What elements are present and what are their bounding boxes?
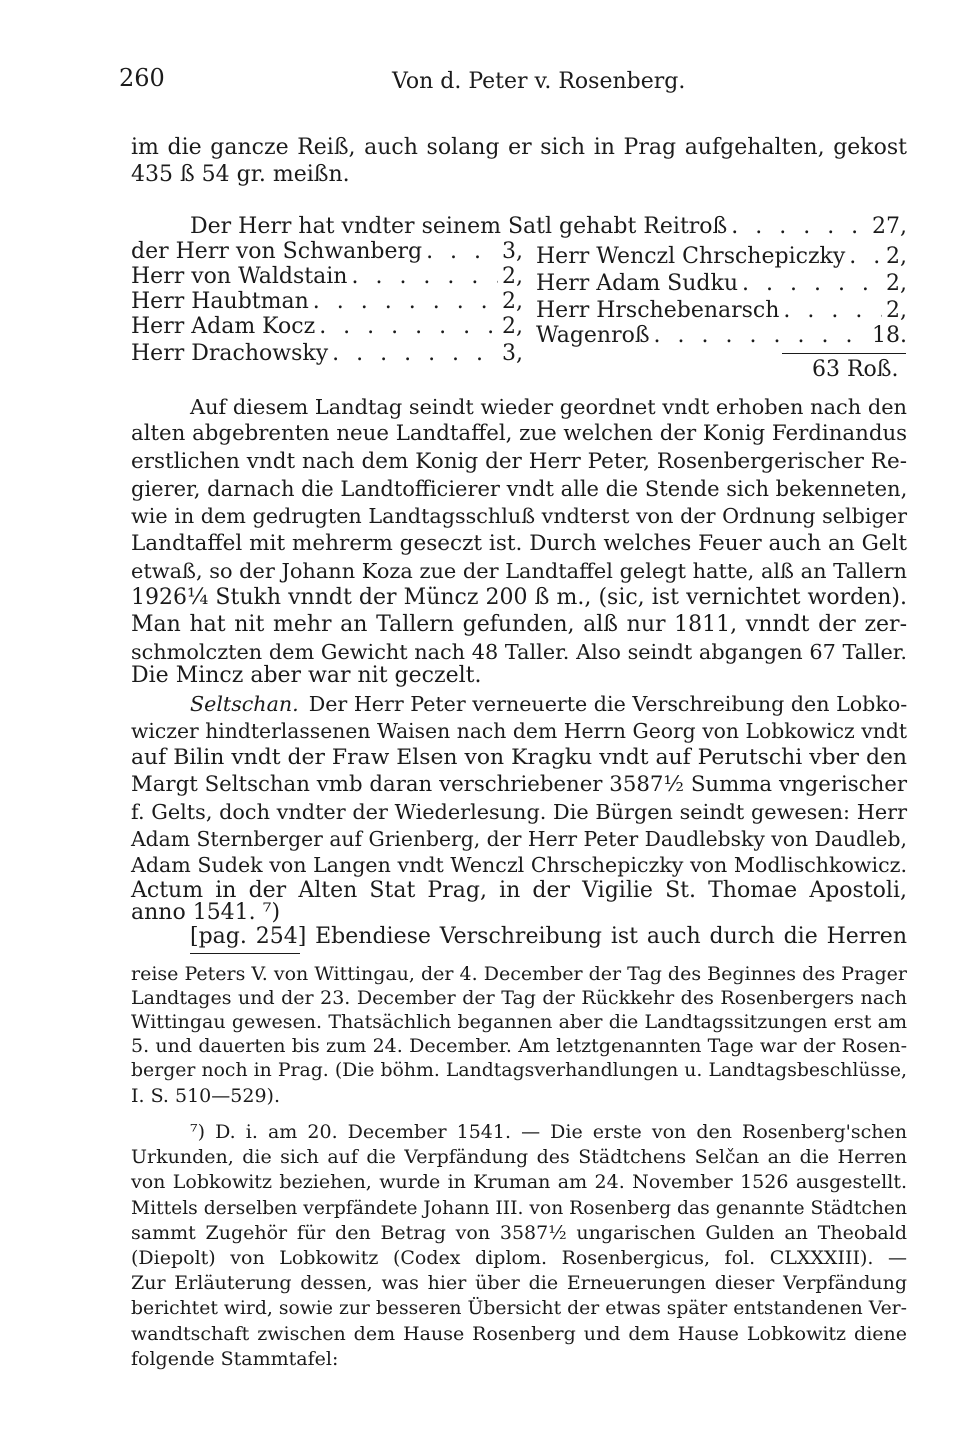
body-line [190,690,907,718]
horses-lead-value: 27, [872,214,907,239]
footnote-line: 5. und dauerten bis zum 24. December. Am letztgenannten Tage war der Rosen- [131,1035,907,1057]
body-line: auf Bilin vndt der Fraw Elsen von Kragku vndt auf Perutschi vber den [131,745,907,770]
leader-dots [426,238,498,266]
body-line: Margt Seltschan vmb daran verschriebener 3587½ Summa vngerischer [131,772,907,797]
footnote-line: Zur Erläuterung dessen, was hier über die Erneuerungen dieser Verpfändung [131,1272,907,1294]
footnote-line: Landtages und der 23. December der Tag der Rückkehr des Rosenbergers nach [131,987,907,1009]
footnote-line: reise Peters V. von Wittingau, der 4. December der Tag des Beginnes des Prager [131,963,907,985]
body-line: Auf diesem Landtag seindt wieder geordnet vndt erhoben nach den [190,395,907,419]
horse-owner: Herr Adam Kocz [131,314,316,339]
body-line: wie in dem gedrugten Landtagsschluß vndterst von der Ordnung selbiger [131,504,907,528]
body-line: 1926¼ Stukh vnndt der Müncz 200 ß m., (sic, ist vernichtet worden). [131,585,907,610]
horse-entry-left [131,263,523,291]
horses-lead-line [190,213,907,241]
leader-dots [332,340,498,368]
horses-total: 63 Roß. [812,357,899,382]
footnote-line: von Lobkowitz beziehen, wurde in Kruman am 24. November 1526 ausgestellt. [131,1171,907,1193]
leader-dots [654,322,868,350]
horse-count: 2, [502,289,523,314]
page-number: 260 [119,64,165,92]
leader-dots [849,243,882,271]
intro-line: im die gancze Reiß, auch solang er sich in Prag aufgehalten, gekost [131,135,907,160]
body-line: etwaß, so der Johann Koza zue der Landtaffel gelegt hatte, alß an Tallern [131,559,907,583]
horse-owner: Wagenroß [536,323,650,348]
horse-owner: Herr Drachowsky [131,341,329,366]
body-line: [pag. 254] Ebendiese Verschreibung ist auch durch die Herren [190,924,907,949]
body-line: Man hat nit mehr an Tallern gefunden, alß nur 1811, vnndt der zer- [131,612,907,637]
body-line: Adam Sudek von Langen vndt Wenczl Chrschepiczky von Modlischkowicz. [131,853,907,877]
horse-owner: Herr Haubtman [131,289,309,314]
body-line: wiczer hindterlassenen Waisen nach dem Herrn Georg von Lobkowicz vndt [131,719,907,743]
horse-entry-left [131,313,523,341]
footnote-line: berger noch in Prag. (Die böhm. Landtagsverhandlungen u. Landtagsbeschlüsse, [131,1060,907,1081]
body-line-text: Der Herr Peter verneuerte die Verschreibung den Lobko- [308,692,908,716]
footnote-line: berichtet wird, sowie zur besseren Übersicht der etwas später entstandenen Ver- [131,1298,907,1319]
leader-dots [319,313,498,341]
horse-entry-right [536,243,907,271]
body-line: anno 1541. ⁷) [131,900,281,925]
horse-entry-right [536,270,907,298]
horse-count: 2, [886,271,907,296]
body-line: erstlichen vndt nach dem Konig der Herr Peter, Rosenbergerischer Re- [131,449,907,474]
footnote-line: (Diepolt) von Lobkowitz (Codex diplom. Rosenbergicus, fol. CLXXXIII). — [131,1247,907,1269]
horse-entry-left [131,288,523,316]
footnote-line: Mittels derselben verpfändete Johann III. von Rosenberg das genannte Städtchen [131,1198,907,1219]
horse-count: 2, [502,264,523,289]
footnote-line: folgende Stammtafel: [131,1348,339,1370]
body-line: Die Mincz aber war nit geczelt. [131,663,482,688]
horse-owner: Herr Hrschebenarsch [536,298,780,323]
horse-owner: der Herr von Schwanberg [131,239,423,264]
horses-lead-label: Der Herr hat vndter seinem Satl gehabt Reitroß [190,214,728,239]
horse-entry-left [131,238,523,266]
body-line: schmolczten dem Gewicht nach 48 Taller. Also seindt abgangen 67 Taller. [131,640,907,664]
horse-count: 3, [502,239,523,264]
horse-owner: Herr Wenczl Chrschepiczky [536,244,846,269]
horse-count: 3, [502,341,523,366]
footnote-line: I. S. 510—529). [131,1085,280,1107]
body-line: Actum in der Alten Stat Prag, in der Vigilie St. Thomae Apostoli, [131,878,907,903]
horse-owner: Herr von Waldstain [131,264,348,289]
body-line: Landtaffel mit mehrerm geseczt ist. Durch welches Feuer auch an Gelt [131,531,908,556]
body-line: alten abgebrenten neue Landtaffel, zue welchen der Konig Ferdinandus [131,421,908,446]
horse-count: 18. [872,323,907,348]
sum-rule [782,353,906,354]
horse-count: 2, [886,298,907,323]
leader-dots [313,288,498,316]
horse-owner: Herr Adam Sudku [536,271,738,296]
footnote-rule [190,953,300,954]
footnote-line: wandtschaft zwischen dem Hause Rosenberg und dem Hause Lobkowitz diene [131,1323,907,1345]
horse-entry-right [536,322,907,350]
body-line: f. Gelts, doch vndter der Wiederlesung. Die Bürgen seindt gewesen: Herr [131,800,907,824]
horse-entry-left [131,340,523,368]
running-title: Von d. Peter v. Rosenberg. [392,69,686,94]
place-heading: Seltschan. [190,692,299,716]
horse-count: 2, [502,314,523,339]
leader-dots [351,263,498,291]
footnote-line: Wittingau gewesen. Thatsächlich begannen aber die Landtagssitzungen erst am [131,1011,907,1033]
horse-count: 2, [886,244,907,269]
footnote-line: sammt Zugehör für den Betrag von 3587½ ungarischen Gulden an Theobald [131,1222,907,1244]
horse-entry-right [536,297,907,325]
leader-dots [783,297,882,325]
footnote-line: ⁷) D. i. am 20. December 1541. — Die erste von den Rosenberg'schen [190,1121,907,1143]
leader-dots [731,213,868,241]
footnote-line: Urkunden, die sich auf die Verpfändung des Städtchens Selčan an die Herren [131,1146,907,1168]
body-line: gierer, darnach die Landtofficierer vndt alle die Stende sich bekenneten, [131,477,908,501]
leader-dots [742,270,882,298]
body-line: Adam Sternberger auf Grienberg, der Herr Peter Daudlebsky von Daudleb, [131,827,907,851]
intro-line: 435 ß 54 gr. meißn. [131,162,350,187]
